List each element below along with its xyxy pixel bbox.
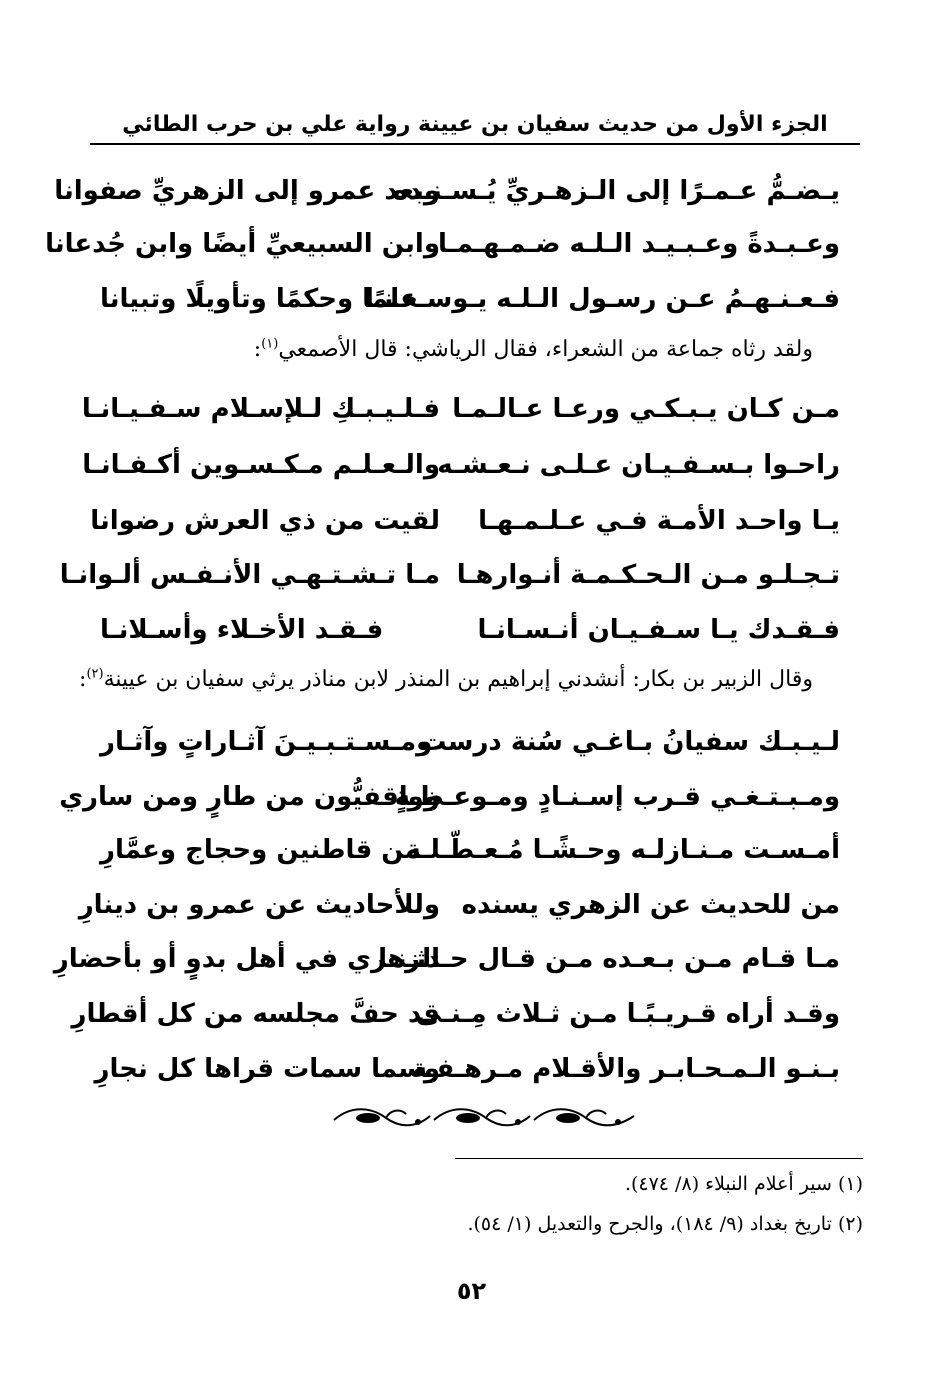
verse-second-hemistich: فـلـيـبـكِ لـلإسـلام سـفـيـانـا [81, 394, 440, 424]
verse-second-hemistich: الزهري في أهل بدوٍ أو بأحضارِ [53, 944, 440, 974]
verse-second-hemistich: من قاطنين وحجاج وعمَّارِ [100, 835, 421, 865]
verse-row [59, 546, 840, 604]
verse-first-hemistich: بـنـو الـمـحـابـر والأقـلام مـرهـفـة [411, 1054, 840, 1084]
verse-row [100, 713, 840, 771]
verse-row [94, 1040, 840, 1098]
verse-first-hemistich: تـجـلـو مـن الـحـكـمـة أنـوارهـا [456, 560, 840, 590]
footnote-reference: (١) [261, 336, 279, 352]
footnote-reference: (٢) [86, 666, 104, 682]
verse-first-hemistich: مـن كـان يـبـكـي ورعـا عـالـمـا [452, 394, 840, 424]
verse-first-hemistich: مـا قـام مـن بـعـده مـن قـال حـدثـنـا [378, 944, 840, 974]
verse-first-hemistich: فـعـنـهـمُ عـن رسـول الـلـه يـوسـعـنـا [364, 284, 840, 314]
verse-row [53, 930, 840, 988]
footnote-number: (٢) [837, 1213, 863, 1235]
verse-row [82, 436, 840, 494]
verse-second-hemistich: علمًا وحكمًا وتأويلًا وتبيانا [100, 284, 418, 314]
running-header: الجزء الأول من حديث سفيان بن عيينة رواية علي بن حرب الطائي [122, 112, 828, 137]
verse-second-hemistich: وبعد عمرو إلى الزهريِّ صفوانا [54, 176, 440, 206]
verse-row [78, 876, 840, 934]
verse-first-hemistich: وقـد أراه قـريـبًـا مـن ثـلاث مِـنـى [415, 999, 840, 1029]
verse-row [90, 492, 840, 550]
verse-row [100, 601, 840, 659]
verse-row [54, 162, 840, 220]
verse-first-hemistich: وعـبـدةً وعـبـيـد الـلـه ضـمـهـمـا [438, 229, 840, 259]
verse-row [100, 270, 840, 328]
verse-second-hemistich: وواقفيُّون من طارٍ ومن ساري [59, 782, 440, 812]
narration-colon: : [79, 667, 87, 692]
footnote-text: تاريخ بغداد (٩/ ١٨٤)، والجرح والتعديل (١/ ٥٤). [467, 1213, 832, 1235]
verse-row [59, 768, 840, 826]
verse-second-hemistich: وابن السبيعيِّ أيضًا وابن جُدعانا [45, 229, 440, 259]
verse-second-hemistich: فـقـد الأخـلاء وأسـلانـا [100, 615, 384, 645]
narration-text: ولقد رثاه جماعة من الشعراء، فقال الرياشي: قال الأصمعي [278, 337, 813, 362]
footnote [103, 1206, 863, 1242]
verse-first-hemistich: يـضـمُّ عـمـرًا إلى الـزهـريِّ يُـسـنـده [392, 176, 840, 206]
page-number: ٥٢ [456, 1277, 487, 1305]
footnote [103, 1166, 863, 1202]
verse-second-hemistich: وسما سمات قراها كل نجارِ [94, 1054, 440, 1084]
verse-first-hemistich: ومـبـتـغـي قـرب إسـنـادٍ ومـوعـظـةٍ [394, 782, 840, 812]
narration-paragraph [113, 330, 813, 370]
verse-first-hemistich: يـا واحـد الأمـة فـي عـلـمـهـا [478, 506, 840, 536]
verse-first-hemistich: من للحديث عن الزهري يسنده [461, 890, 840, 920]
footnote-rule [455, 1158, 863, 1159]
verse-first-hemistich: راحـوا بـسـفـيـان عـلـى نـعـشـه [437, 450, 840, 480]
narration-colon: : [253, 337, 262, 362]
footnote-text: سير أعلام النبلاء (٨/ ٤٧٤). [624, 1173, 832, 1195]
verse-second-hemistich: مـا تـشـتـهـي الأنـفـس ألـوانـا [59, 560, 440, 590]
verse-first-hemistich: فـقـدك يـا سـفـيـان أنـسـانـا [477, 615, 840, 645]
verse-second-hemistich: ومـسـتـبـيـنَ آثـاراتٍ وآثـار [100, 727, 433, 757]
narration-paragraph [79, 660, 813, 700]
verse-row [71, 985, 840, 1043]
verse-row [81, 380, 840, 438]
narration-text: وقال الزبير بن بكار: أنشدني إبراهيم بن المنذر لابن مناذر يرثي سفيان بن عيينة [103, 667, 813, 692]
verse-row [45, 215, 840, 273]
header-rule [90, 143, 860, 145]
verse-second-hemistich: وللأحاديث عن عمرو بن دينارِ [78, 890, 440, 920]
ornament-divider [330, 1098, 638, 1138]
verse-second-hemistich: قد حفَّ مجلسه من كل أقطارِ [71, 999, 440, 1029]
verse-second-hemistich: لقيت من ذي العرش رضوانا [90, 506, 440, 536]
verse-second-hemistich: والـعـلـم مـكـسـوين أكـفـانـا [82, 450, 440, 480]
verse-row [100, 821, 840, 879]
footnote-number: (١) [837, 1173, 863, 1195]
verse-first-hemistich: أمـسـت مـنـازلـه وحـشًـا مُـعـطّـلـة [405, 835, 840, 865]
verse-first-hemistich: لـيـبـك سفيانُ بـاغـي سُنة درست [420, 727, 840, 757]
